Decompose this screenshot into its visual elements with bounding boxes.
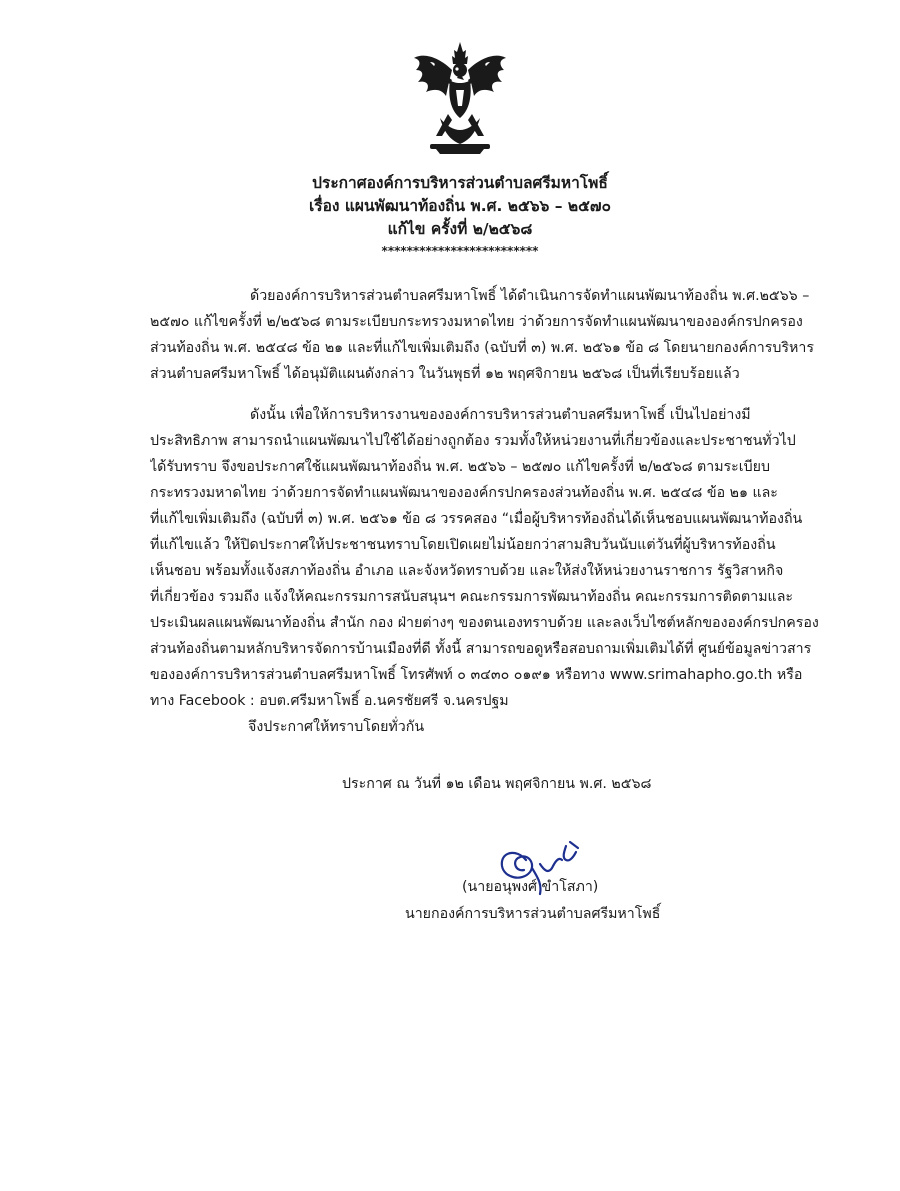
paragraph-line: ประเมินผลแผนพัฒนาท้องถิ่น สำนัก กอง ฝ่ายต่างๆ ของตนเองทราบด้วย และลงเว็บไซต์หลักขององค์กรปกครอง <box>150 615 819 631</box>
paragraph-line: ส่วนท้องถิ่น พ.ศ. ๒๕๔๘ ข้อ ๒๑ และที่แก้ไขเพิ่มเติมถึง (ฉบับที่ ๓) พ.ศ. ๒๕๖๑ ข้อ ๘ โดยนายกองค์การบริหาร <box>150 340 814 356</box>
paragraph-intro <box>150 283 820 387</box>
paragraph-line: เห็นชอบ พร้อมทั้งแจ้งสภาท้องถิ่น อำเภอ และจังหวัดทราบด้วย และให้ส่งให้หน่วยงานราชการ รัฐวิสาหกิจ <box>150 563 784 579</box>
paragraph-line: ที่แก้ไขเพิ่มเติมถึง (ฉบับที่ ๓) พ.ศ. ๒๕๖๑ ข้อ ๘ วรรคสอง “เมื่อผู้บริหารท้องถิ่นได้เห็นชอบแผนพัฒนาท้องถิ่น <box>150 511 803 527</box>
paragraph-line: ได้รับทราบ จึงขอประกาศใช้แผนพัฒนาท้องถิ่น พ.ศ. ๒๕๖๖ – ๒๕๗๐ แก้ไขครั้งที่ ๒/๒๕๖๘ ตามระเบียบ <box>150 459 770 475</box>
paragraph-line: ส่วนท้องถิ่นตามหลักบริหารจัดการบ้านเมืองที่ดี ทั้งนี้ สามารถขอดูหรือสอบถามเพิ่มเติมได้ที่ ศูนย์ข้อมูลข่าวสาร <box>150 641 812 657</box>
closing-statement: จึงประกาศให้ทราบโดยทั่วกัน <box>248 719 425 735</box>
paragraph-line: ที่แก้ไขแล้ว ให้ปิดประกาศให้ประชาชนทราบโดยเปิดเผยไม่น้อยกว่าสามสิบวันนับแต่วันที่ผู้บริหารท้องถิ่น <box>150 537 776 553</box>
paragraph-line: ประสิทธิภาพ สามารถนำแผนพัฒนาไปใช้ได้อย่างถูกต้อง รวมทั้งให้หน่วยงานที่เกี่ยวข้องและประชาชนทั่วไป <box>150 433 796 449</box>
header-divider: ************************* <box>381 244 539 258</box>
document-header <box>250 172 670 261</box>
paragraph-line: ดังนั้น เพื่อให้การบริหารงานขององค์การบริหารส่วนตำบลศรีมหาโพธิ์ เป็นไปอย่างมี <box>250 407 751 423</box>
signer-name: (นายอนุพงศ์ ขำโสภา) <box>462 879 599 895</box>
announcement-date: ประกาศ ณ วันที่ ๑๒ เดือน พฤศจิกายน พ.ศ. ๒๕๖๘ <box>342 776 652 792</box>
paragraph-line: ส่วนตำบลศรีมหาโพธิ์ ได้อนุมัติแผนดังกล่าว ในวันพุธที่ ๑๒ พฤศจิกายน ๒๕๖๘ เป็นที่เรียบร้อยแล้ว <box>150 366 740 382</box>
garuda-emblem-icon <box>410 40 510 155</box>
paragraph-announcement <box>150 402 820 714</box>
paragraph-line: ด้วยองค์การบริหารส่วนตำบลศรีมหาโพธิ์ ได้ดำเนินการจัดทำแผนพัฒนาท้องถิ่น พ.ศ.๒๕๖๖ – <box>250 288 810 304</box>
signer-title: นายกองค์การบริหารส่วนตำบลศรีมหาโพธิ์ <box>405 906 661 922</box>
paragraph-line: ทาง Facebook : อบต.ศรีมหาโพธิ์ อ.นครชัยศรี จ.นครปฐม <box>150 693 509 709</box>
announcement-title: ประกาศองค์การบริหารส่วนตำบลศรีมหาโพธิ์ <box>312 174 608 192</box>
announcement-revision: แก้ไข ครั้งที่ ๒/๒๕๖๘ <box>387 220 533 238</box>
paragraph-line: ขององค์การบริหารส่วนตำบลศรีมหาโพธิ์ โทรศัพท์ ๐ ๓๔๓๐ ๐๑๙๑ หรือทาง www.srimahapho.go.th หรือ <box>150 667 803 683</box>
announcement-subject: เรื่อง แผนพัฒนาท้องถิ่น พ.ศ. ๒๕๖๖ – ๒๕๗๐ <box>308 197 611 215</box>
paragraph-line: ที่เกี่ยวข้อง รวมถึง แจ้งให้คณะกรรมการสนับสนุนฯ คณะกรรมการพัฒนาท้องถิ่น คณะกรรมการติดตามและ <box>150 589 794 605</box>
paragraph-line: ๒๕๗๐ แก้ไขครั้งที่ ๒/๒๕๖๘ ตามระเบียบกระทรวงมหาดไทย ว่าด้วยการจัดทำแผนพัฒนาขององค์กรปกครอง <box>150 314 803 330</box>
paragraph-line: กระทรวงมหาดไทย ว่าด้วยการจัดทำแผนพัฒนาขององค์กรปกครองส่วนท้องถิ่น พ.ศ. ๒๕๔๘ ข้อ ๒๑ และ <box>150 485 778 501</box>
